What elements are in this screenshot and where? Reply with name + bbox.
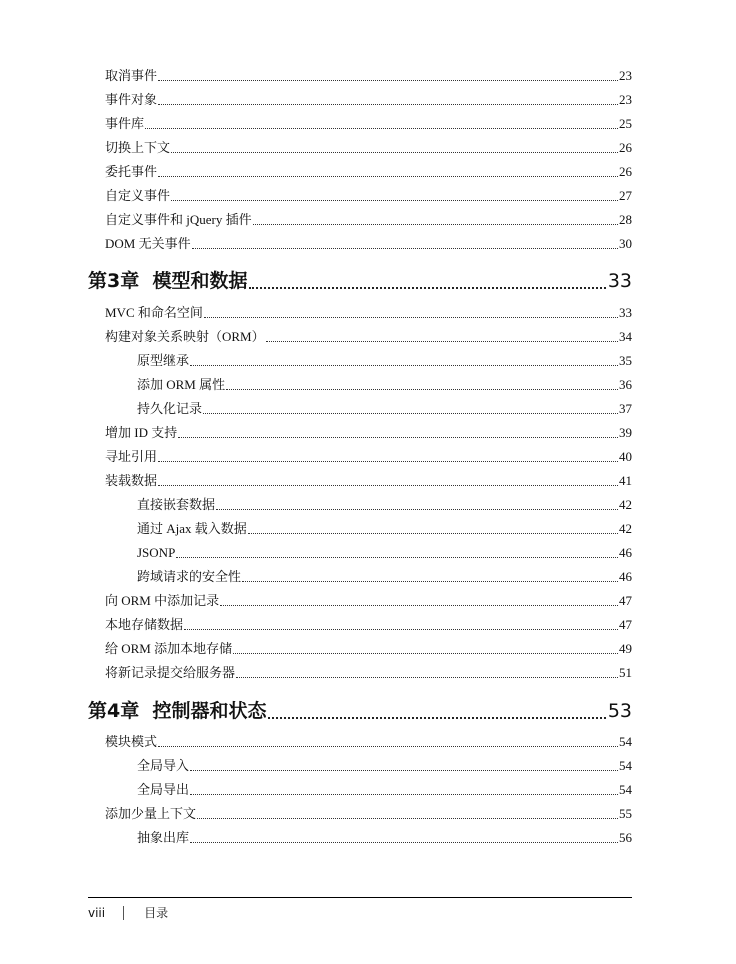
leader-dots: [268, 717, 605, 719]
toc-page-number: 23: [619, 68, 632, 83]
toc-page-number: 36: [619, 377, 632, 392]
toc-page-number: 54: [619, 734, 632, 749]
toc-subentry[interactable]: [137, 377, 632, 393]
leader-dots: [158, 80, 618, 81]
toc-entry[interactable]: [105, 329, 632, 345]
toc-entry[interactable]: [105, 164, 632, 180]
toc-entry[interactable]: [105, 116, 632, 132]
toc-page-number: 25: [619, 116, 632, 131]
toc-entry-label: 全局导出: [137, 782, 190, 797]
leader-dots: [158, 176, 618, 177]
page-footer: [88, 904, 168, 921]
toc-page-number: 47: [619, 617, 632, 632]
leader-dots: [233, 653, 618, 654]
toc-entry-label: 向 ORM 中添加记录: [105, 593, 220, 608]
toc-entry-label: 添加 ORM 属性: [137, 377, 226, 392]
footer-separator: [123, 906, 124, 920]
leader-dots: [190, 794, 618, 795]
toc-page-number: 26: [619, 140, 632, 155]
leader-dots: [171, 152, 618, 153]
toc-page-number: 42: [619, 521, 632, 536]
footer-section-title: 目录: [144, 906, 169, 920]
toc-entry-label: 抽象出库: [137, 830, 190, 845]
toc-page-number: 35: [619, 353, 632, 368]
leader-dots: [176, 557, 618, 558]
toc-page-number: 27: [619, 188, 632, 203]
toc-entry-label: 事件库: [105, 116, 145, 131]
toc-page-number: 51: [619, 665, 632, 680]
toc-page-number: 26: [619, 164, 632, 179]
toc-page-number: 56: [619, 830, 632, 845]
toc-entry[interactable]: [105, 593, 632, 609]
toc-page-number: 23: [619, 92, 632, 107]
toc-entry-label: 增加 ID 支持: [105, 425, 178, 440]
leader-dots: [190, 770, 618, 771]
leader-dots: [220, 605, 618, 606]
toc-entry-label: 跨域请求的安全性: [137, 569, 242, 584]
toc-subentry[interactable]: [137, 782, 632, 798]
toc-entry-label: 全局导入: [137, 758, 190, 773]
toc-entry-label: 添加少量上下文: [105, 806, 197, 821]
toc-subentry[interactable]: [137, 521, 632, 537]
toc-entry[interactable]: [105, 449, 632, 465]
toc-page-number: 34: [619, 329, 632, 344]
toc-entry-label: 构建对象关系映射（ORM）: [105, 329, 265, 344]
toc-page-number: 28: [619, 212, 632, 227]
toc-entry-label: 委托事件: [105, 164, 158, 179]
toc-entry-label: 给 ORM 添加本地存储: [105, 641, 233, 656]
toc-subentry[interactable]: [137, 545, 632, 561]
toc-page-number: 55: [619, 806, 632, 821]
chapter-title: 第4章 控制器和状态: [88, 700, 267, 722]
toc-entry-label: 自定义事件和 jQuery 插件: [105, 212, 252, 227]
toc-entry-label: 寻址引用: [105, 449, 158, 464]
toc-entry[interactable]: [105, 140, 632, 156]
leader-dots: [190, 842, 618, 843]
toc-entry[interactable]: [105, 665, 632, 681]
leader-dots: [158, 104, 618, 105]
toc-page-number: 54: [619, 758, 632, 773]
chapter-title: 第3章 模型和数据: [88, 270, 248, 292]
toc-entry[interactable]: [105, 641, 632, 657]
toc-entry[interactable]: [105, 68, 632, 84]
leader-dots: [249, 287, 605, 289]
toc-entry-label: 模块模式: [105, 734, 158, 749]
leader-dots: [216, 509, 618, 510]
toc-entry-label: JSONP: [137, 545, 176, 560]
toc-page-number: 54: [619, 782, 632, 797]
toc-entry-label: 自定义事件: [105, 188, 171, 203]
toc-page-number: 49: [619, 641, 632, 656]
toc-entry-label: 事件对象: [105, 92, 158, 107]
toc-entry-label: 切换上下文: [105, 140, 171, 155]
toc-subentry[interactable]: [137, 569, 632, 585]
toc-entry[interactable]: [105, 305, 632, 321]
toc-entry[interactable]: [105, 212, 632, 228]
leader-dots: [242, 581, 618, 582]
toc-entry-label: 取消事件: [105, 68, 158, 83]
toc-entry-label: 直接嵌套数据: [137, 497, 216, 512]
leader-dots: [204, 317, 618, 318]
toc-subentry[interactable]: [137, 758, 632, 774]
toc-page-number: 41: [619, 473, 632, 488]
toc-entry[interactable]: [105, 806, 632, 822]
leader-dots: [197, 818, 618, 819]
leader-dots: [203, 413, 618, 414]
toc-entry[interactable]: [105, 425, 632, 441]
toc-subentry[interactable]: [137, 353, 632, 369]
leader-dots: [236, 677, 618, 678]
leader-dots: [253, 224, 618, 225]
leader-dots: [158, 746, 618, 747]
leader-dots: [158, 461, 618, 462]
toc-entry[interactable]: [105, 92, 632, 108]
toc-entry-label: 装载数据: [105, 473, 158, 488]
toc-subentry[interactable]: [137, 830, 632, 846]
toc-entry[interactable]: [105, 188, 632, 204]
toc-subentry[interactable]: [137, 401, 632, 417]
toc-entry-label: 本地存储数据: [105, 617, 184, 632]
leader-dots: [158, 485, 618, 486]
toc-page-number: 40: [619, 449, 632, 464]
toc-page-number: 33: [619, 305, 632, 320]
toc-entry[interactable]: [105, 236, 632, 252]
leader-dots: [184, 629, 618, 630]
toc-entry-label: DOM 无关事件: [105, 236, 191, 251]
leader-dots: [266, 341, 618, 342]
toc-page-number: 42: [619, 497, 632, 512]
toc-page-number: 47: [619, 593, 632, 608]
toc-page-number: 37: [619, 401, 632, 416]
leader-dots: [171, 200, 618, 201]
toc-entry-label: 原型继承: [137, 353, 190, 368]
toc-entry[interactable]: [105, 734, 632, 750]
footer-rule: [88, 897, 632, 898]
toc-page-number: 39: [619, 425, 632, 440]
toc-entry-label: MVC 和命名空间: [105, 305, 203, 320]
leader-dots: [192, 248, 618, 249]
toc-entry-label: 持久化记录: [137, 401, 203, 416]
toc-page-number: 46: [619, 545, 632, 560]
chapter-page-number: 33: [607, 270, 632, 292]
leader-dots: [178, 437, 618, 438]
toc-entry[interactable]: [105, 617, 632, 633]
toc-page-number: 46: [619, 569, 632, 584]
chapter-heading[interactable]: [88, 699, 632, 723]
chapter-page-number: 53: [607, 700, 632, 722]
leader-dots: [190, 365, 618, 366]
chapter-heading[interactable]: [88, 269, 632, 293]
leader-dots: [248, 533, 618, 534]
footer-page-number: viii: [88, 905, 106, 920]
toc-entry[interactable]: [105, 473, 632, 489]
toc-entry-label: 通过 Ajax 载入数据: [137, 521, 247, 536]
leader-dots: [145, 128, 618, 129]
toc-page-number: 30: [619, 236, 632, 251]
toc-subentry[interactable]: [137, 497, 632, 513]
leader-dots: [226, 389, 618, 390]
toc-entry-label: 将新记录提交给服务器: [105, 665, 236, 680]
